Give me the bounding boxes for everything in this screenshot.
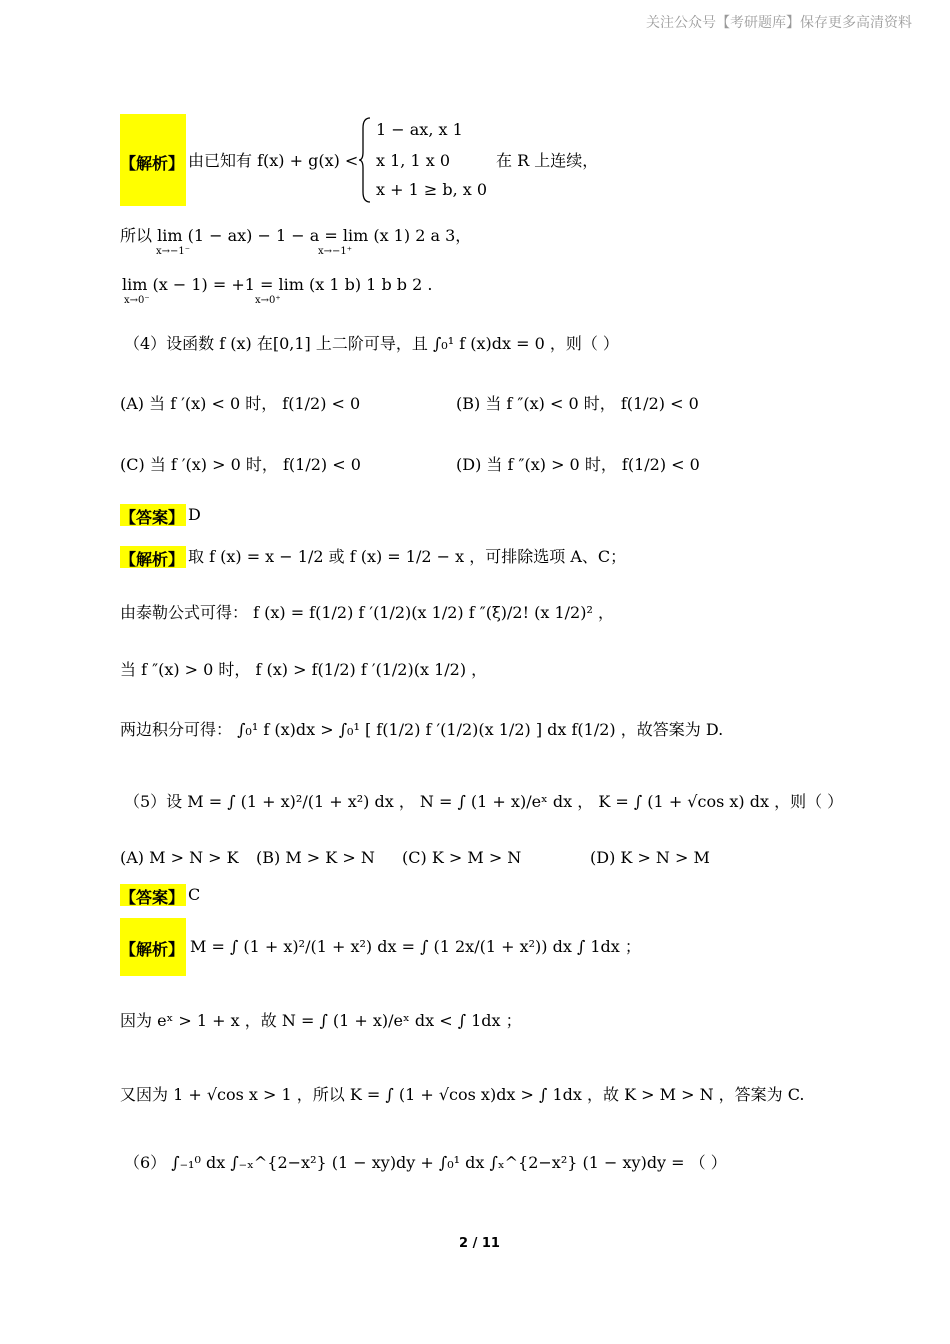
q4-analysis-line-1: 取 f (x) = x − 1/2 或 f (x) = 1/2 − x ，可排除选项 A、C；	[188, 547, 627, 566]
q6-stem: （6） ∫₋₁⁰ dx ∫₋ₓ^{2−x²} (1 − xy)dy + ∫₀¹ dx ∫ₓ^{2−x²} (1 − xy)dy = （ ）	[124, 1153, 727, 1172]
q4-analysis-line-3: 当 f ″(x) > 0 时， f (x) > f(1/2) f ′(1/2)(x 1/2) ，	[120, 660, 488, 679]
piecewise-case-3: x + 1 ≥ b, x 0	[376, 180, 488, 199]
answer-4: D	[188, 505, 201, 524]
q5-analysis-line-2: 因为 eˣ > 1 + x ，故 N = ∫ (1 + x)/eˣ dx < ∫ 1dx ；	[120, 1011, 522, 1030]
limit-sub-2: x→−1⁺	[318, 246, 353, 257]
q4-option-a: (A) 当 f ′(x) < 0 时， f(1/2) < 0	[120, 394, 361, 413]
q5-option-d: (D) K > N > M	[590, 848, 710, 867]
answer-tag-4: 【答案】	[120, 508, 185, 527]
q4-option-d: (D) 当 f ″(x) > 0 时， f(1/2) < 0	[456, 455, 700, 474]
q4-stem: （4）设函数 f (x) 在[0,1] 上二阶可导，且 ∫₀¹ f (x)dx = 0 ，则（ ）	[124, 334, 619, 353]
answer-tag-5: 【答案】	[120, 888, 185, 907]
limit-sub-3: x→0⁻	[124, 295, 150, 306]
block1-line1-tail: 在 R 上连续，	[496, 151, 599, 170]
analysis-tag-1: 【解析】	[120, 154, 185, 173]
block1-line3: lim (x − 1) = +1 = lim (x 1 b) 1 b b 2 .	[122, 275, 433, 294]
q5-analysis-line-1: M = ∫ (1 + x)²/(1 + x²) dx = ∫ (1 2x/(1 + x²)) dx ∫ 1dx ；	[190, 937, 641, 956]
q5-analysis-line-3: 又因为 1 + √cos x > 1 ，所以 K = ∫ (1 + √cos x)dx > ∫ 1dx ，故 K > M > N ，答案为 C.	[120, 1085, 805, 1104]
q4-analysis-line-4: 两边积分可得： ∫₀¹ f (x)dx > ∫₀¹ [ f(1/2) f ′(1/2)(x 1/2) ] dx f(1/2) ，故答案为 D.	[120, 720, 724, 739]
answer-5: C	[188, 885, 201, 904]
q4-analysis-line-2: 由泰勒公式可得： f (x) = f(1/2) f ′(1/2)(x 1/2) f ″(ξ)/2! (x 1/2)² ，	[120, 603, 614, 622]
analysis-tag-5: 【解析】	[120, 940, 185, 959]
q5-option-a: (A) M > N > K	[120, 848, 239, 867]
limit-sub-1: x→−1⁻	[156, 246, 191, 257]
limit-sub-4: x→0⁺	[255, 295, 281, 306]
q5-option-b: (B) M > K > N	[256, 848, 375, 867]
q5-stem: （5）设 M = ∫ (1 + x)²/(1 + x²) dx ， N = ∫ (1 + x)/eˣ dx ， K = ∫ (1 + √cos x) dx ，则（ ）	[124, 792, 844, 811]
block1-line1: 由已知有 f(x) + g(x) <	[188, 151, 359, 170]
piecewise-case-2: x 1, 1 x 0	[376, 151, 451, 170]
block1-line2: 所以 lim (1 − ax) − 1 − a = lim (x 1) 2 a 3，	[120, 226, 472, 245]
page-number: 2 / 11	[459, 1236, 500, 1251]
header-note: 关注公众号【考研题库】保存更多高清资料	[646, 15, 912, 31]
piecewise-brace	[358, 116, 372, 204]
q5-option-c: (C) K > M > N	[402, 848, 522, 867]
q4-option-b: (B) 当 f ″(x) < 0 时， f(1/2) < 0	[456, 394, 699, 413]
analysis-tag-4: 【解析】	[120, 550, 185, 569]
q4-option-c: (C) 当 f ′(x) > 0 时， f(1/2) < 0	[120, 455, 361, 474]
piecewise-case-1: 1 − ax, x 1	[376, 120, 463, 139]
